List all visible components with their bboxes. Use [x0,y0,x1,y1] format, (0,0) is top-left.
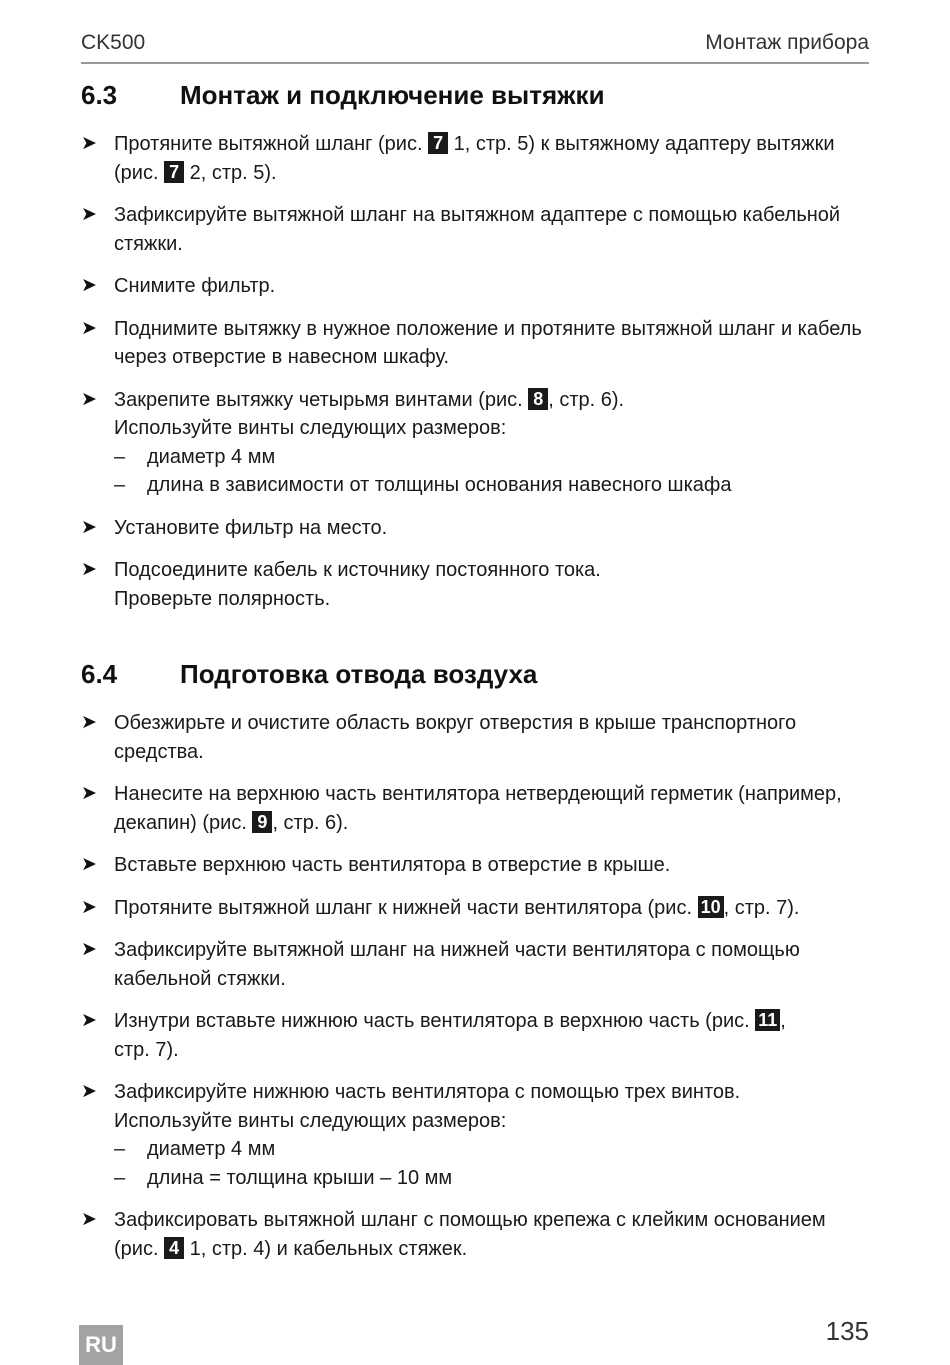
text-run: , [780,1010,786,1032]
arrow-bullet-icon: ➤ [81,204,97,225]
header-product-name: CK500 [81,31,146,54]
text-run: 1, стр. 4) и кабельных стяжек. [184,1237,468,1260]
step-text-line [114,809,870,838]
text-run: Зафиксируйте вытяжной шланг на нижней части вентилятора с помощью [114,939,800,961]
text-run: , стр. 6). [548,388,625,411]
dash-bullet: – [114,1166,126,1189]
instruction-step [81,386,870,500]
text-run: Зафиксировать вытяжной шланг с помощью крепежа с клейким основанием [114,1209,826,1231]
arrow-bullet-icon: ➤ [81,1209,97,1230]
arrow-bullet-icon: ➤ [81,712,97,733]
text-run: Проверьте полярность. [114,587,331,610]
text-run: Используйте винты следующих размеров: [114,417,507,439]
step-text-line [114,1235,870,1264]
main-content [81,74,870,1263]
arrow-bullet-icon: ➤ [81,388,97,410]
language-badge: RU [79,1325,123,1365]
sub-list-text: длина = толщина крыши – 10 мм [147,1166,453,1189]
instruction-step [81,272,870,301]
header-chapter-title: Монтаж прибора [705,31,869,54]
step-text-line [114,272,870,301]
step-list [81,130,870,613]
arrow-bullet-icon: ➤ [81,939,97,960]
figure-reference-badge: 4 [164,1237,184,1259]
arrow-bullet-icon: ➤ [81,559,97,580]
text-run: Снимите фильтр. [114,275,276,297]
step-text-line [114,738,870,767]
step-text-line [114,780,870,809]
text-run: Используйте винты следующих размеров: [114,1109,507,1132]
figure-reference-badge: 11 [755,1009,780,1031]
text-run: средства. [114,740,204,763]
section-title: Монтаж и подключение вытяжки [180,80,605,110]
step-text-line [114,556,870,585]
section-6-4 [81,653,870,1263]
dash-bullet: – [114,474,126,496]
instruction-step [81,315,870,372]
text-run: 1, стр. 5) к вытяжному адаптеру вытяжки [448,133,835,155]
instruction-step [81,1007,870,1064]
arrow-bullet-icon: ➤ [81,1010,97,1031]
step-text-line [114,343,870,372]
text-run: (рис. [114,161,165,184]
step-text-line [114,159,870,188]
sub-list-text: диаметр 4 мм [147,1138,276,1160]
sub-list-item [114,1164,870,1193]
arrow-bullet-icon: ➤ [81,783,97,804]
step-text-line [114,965,870,994]
step-text-line [114,386,870,415]
step-text-line [114,851,870,880]
step-text-line [114,894,870,923]
step-text-line [114,709,870,738]
figure-reference-badge: 8 [528,388,548,410]
text-run: Поднимите вытяжку в нужное положение и протяните вытяжной шланг и кабель [114,317,862,340]
arrow-bullet-icon: ➤ [81,854,97,875]
text-run: Закрепите вытяжку четырьмя винтами (рис. [114,388,529,411]
instruction-step [81,780,870,837]
text-run: стяжки. [114,232,183,255]
section-number: 6.3 [81,80,118,110]
text-run: декапин) (рис. [114,811,253,834]
text-run: Подсоедините кабель к источнику постоянного тока. [114,559,601,581]
section-heading [81,74,870,116]
arrow-bullet-icon: ➤ [81,275,97,296]
text-run: Изнутри вставьте нижнюю часть вентилятора в верхнюю часть (рис. [114,1010,756,1032]
text-run: Вставьте верхнюю часть вентилятора в отверстие в крыше. [114,854,671,876]
arrow-bullet-icon: ➤ [81,317,97,339]
text-run: , стр. 6). [272,811,349,834]
text-run: Протяните вытяжной шланг (рис. [114,133,429,155]
text-run: Установите фильтр на место. [114,516,388,539]
instruction-step [81,201,870,258]
step-text-line [114,1078,870,1107]
arrow-bullet-icon: ➤ [81,133,97,154]
sub-list-text: диаметр 4 мм [147,445,276,468]
section-title: Подготовка отвода воздуха [180,659,538,689]
sub-list-item [114,443,870,472]
figure-reference-badge: 7 [428,132,448,154]
instruction-step [81,936,870,993]
section-heading [81,653,870,695]
step-text-line [114,414,870,443]
text-run: Зафиксируйте нижнюю часть вентилятора с помощью трех винтов. [114,1081,741,1103]
figure-reference-badge: 7 [164,161,184,183]
instruction-step [81,130,870,187]
text-run: через отверстие в навесном шкафу. [114,346,450,368]
step-text-line [114,514,870,543]
instruction-step [81,709,870,766]
step-text-line [114,1206,870,1235]
text-run: Обезжирьте и очистите область вокруг отверстия в крыше транспортного [114,712,797,734]
step-text-line [114,1036,870,1065]
section-number: 6.4 [81,659,118,689]
step-text-line [114,1007,870,1036]
figure-reference-badge: 9 [252,811,272,833]
sub-list-text: длина в зависимости от толщины основания навесного шкафа [147,474,732,496]
step-text-line [114,936,870,965]
text-run: кабельной стяжки. [114,967,286,990]
arrow-bullet-icon: ➤ [81,896,97,918]
instruction-step [81,556,870,613]
instruction-step [81,1206,870,1263]
page-number: 135 [825,1316,869,1346]
sub-list-item [114,1135,870,1164]
page-header [81,28,869,64]
instruction-step [81,894,870,923]
dash-bullet: – [114,445,126,468]
text-run: стр. 7). [114,1038,179,1061]
step-list [81,709,870,1263]
section-6-3 [81,74,870,613]
instruction-step [81,514,870,543]
instruction-step [81,851,870,880]
text-run: , стр. 7). [723,896,800,919]
step-text-line [114,585,870,614]
text-run: Зафиксируйте вытяжной шланг на вытяжном адаптере с помощью кабельной [114,204,841,226]
step-text-line [114,230,870,259]
step-text-line [114,130,870,159]
figure-reference-badge: 10 [698,896,724,918]
instruction-step [81,1078,870,1192]
arrow-bullet-icon: ➤ [81,1081,97,1102]
arrow-bullet-icon: ➤ [81,516,97,538]
text-run: 2, стр. 5). [184,161,277,184]
step-text-line [114,201,870,230]
text-run: (рис. [114,1237,165,1260]
step-text-line [114,315,870,344]
step-text-line [114,1107,870,1136]
dash-bullet: – [114,1138,126,1160]
text-run: Протяните вытяжной шланг к нижней части вентилятора (рис. [114,896,698,919]
sub-list-item [114,471,870,500]
text-run: Нанесите на верхнюю часть вентилятора нетвердеющий герметик (например, [114,783,842,805]
